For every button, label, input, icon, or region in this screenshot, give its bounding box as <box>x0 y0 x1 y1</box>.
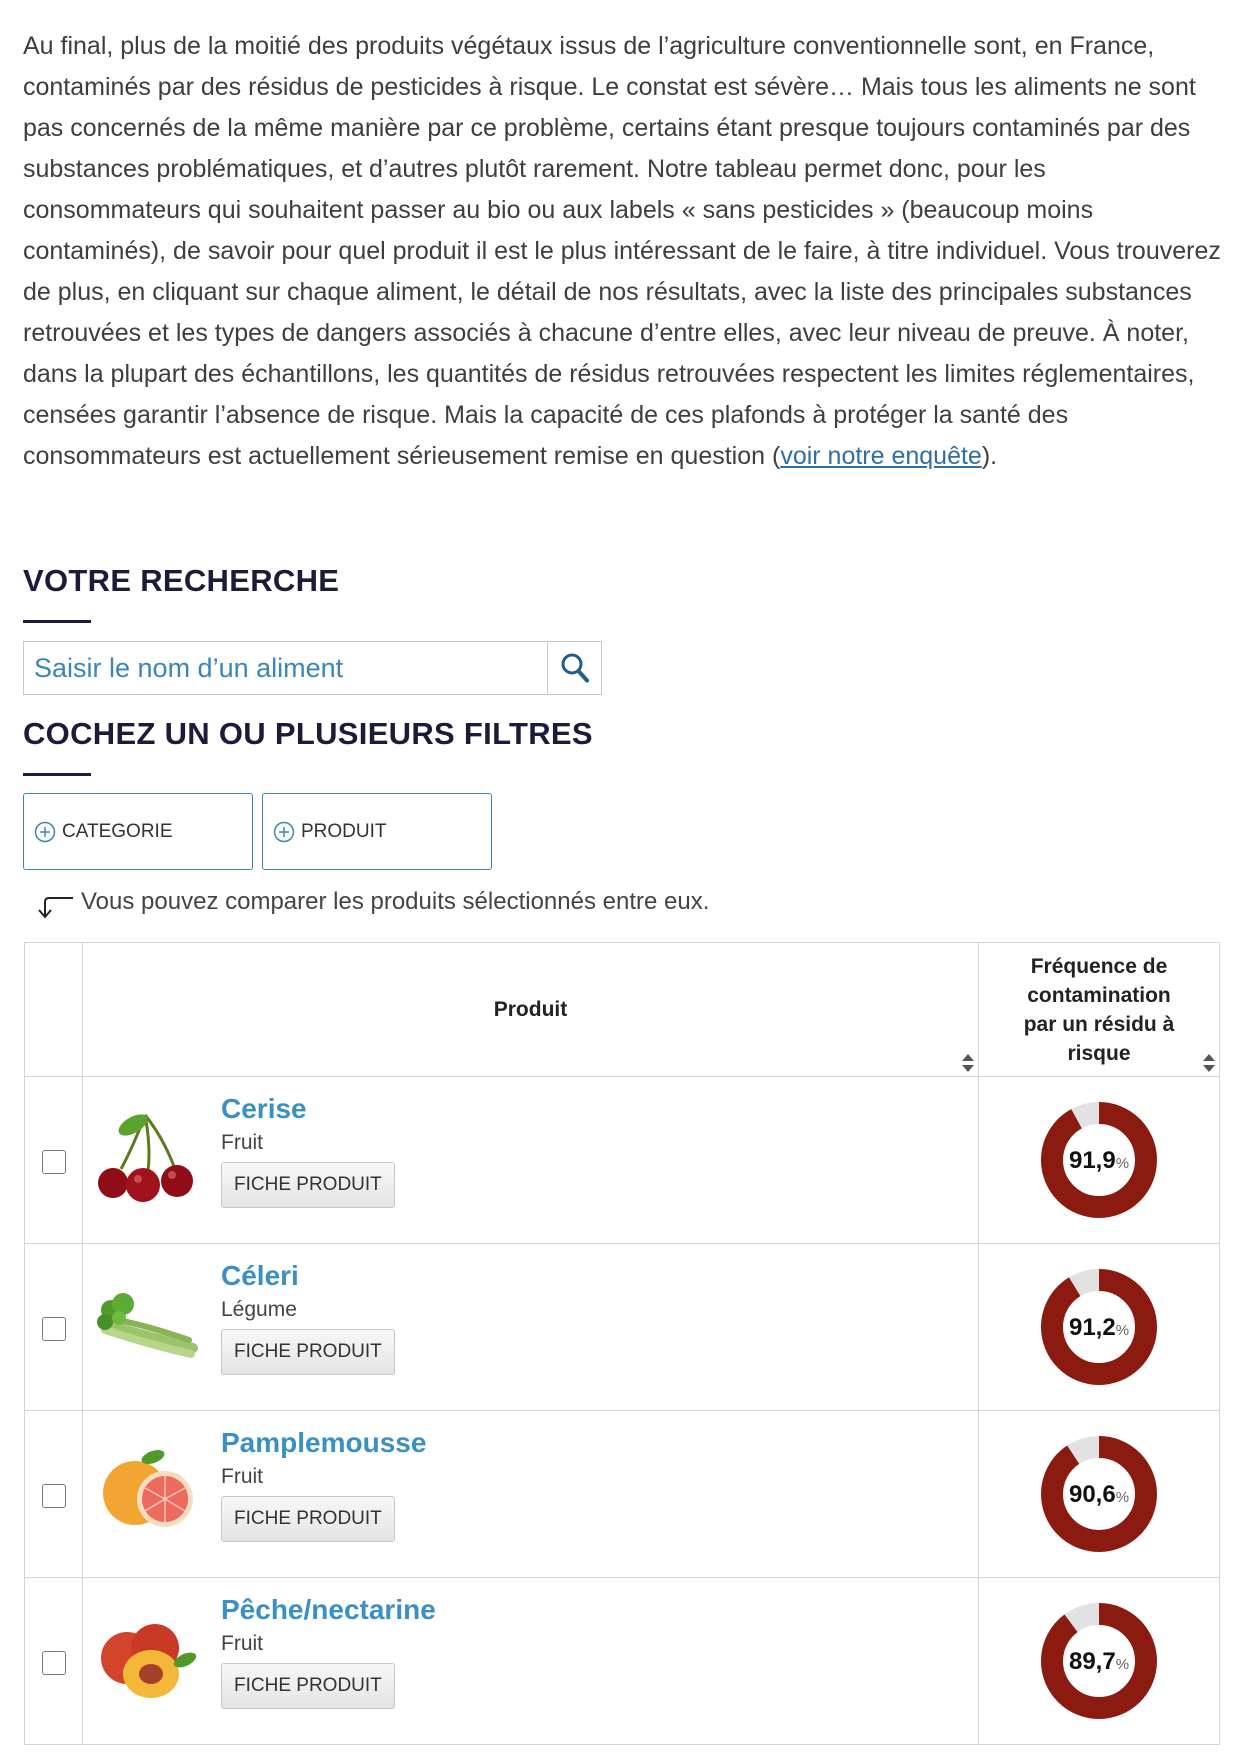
category-filter-button[interactable] <box>23 793 253 870</box>
search-icon <box>560 652 590 684</box>
product-category: Fruit <box>221 1632 263 1655</box>
header-frequency[interactable] <box>979 943 1220 1077</box>
percent-sign: % <box>1115 1322 1130 1339</box>
product-sheet-button[interactable]: FICHE PRODUIT <box>221 1162 395 1208</box>
table-row <box>25 1077 1220 1244</box>
cherry-icon <box>93 1107 203 1207</box>
plus-circle-icon <box>273 821 295 843</box>
frequency-cell <box>979 1077 1220 1244</box>
products-table <box>24 942 1220 1745</box>
checkbox-cell <box>25 1578 83 1745</box>
frequency-value: 90,6 <box>1068 1481 1116 1508</box>
table-row <box>25 1578 1220 1745</box>
product-cell <box>83 1411 979 1578</box>
frequency-donut <box>1034 1095 1164 1225</box>
product-cell <box>83 1578 979 1745</box>
frequency-label <box>1069 1481 1129 1508</box>
sort-icon[interactable] <box>960 1052 976 1074</box>
product-name-link[interactable]: Céleri <box>221 1260 299 1291</box>
search-title-rule <box>23 620 91 623</box>
peach-icon <box>93 1608 203 1708</box>
header-checkbox-column <box>25 943 83 1077</box>
search-button[interactable] <box>547 642 601 694</box>
checkbox-cell <box>25 1244 83 1411</box>
intro-text-end: ). <box>981 442 998 470</box>
product-sheet-button[interactable]: FICHE PRODUIT <box>221 1329 395 1375</box>
select-checkbox[interactable] <box>42 1317 66 1341</box>
percent-sign: % <box>1115 1656 1130 1673</box>
celery-icon <box>93 1274 203 1374</box>
compare-note <box>35 884 709 920</box>
product-name-link[interactable]: Pamplemousse <box>221 1427 427 1458</box>
intro-paragraph <box>23 26 1223 477</box>
product-cell <box>83 1077 979 1244</box>
search-box <box>23 641 602 695</box>
frequency-label <box>1069 1147 1129 1174</box>
product-category: Légume <box>221 1298 297 1321</box>
header-product[interactable] <box>83 943 979 1077</box>
checkbox-cell <box>25 1411 83 1578</box>
header-product-label: Produit <box>493 997 568 1021</box>
frequency-label <box>1069 1314 1129 1341</box>
search-section-title: VOTRE RECHERCHE <box>23 563 340 598</box>
product-filter-label: PRODUIT <box>301 820 387 842</box>
frequency-label <box>1069 1648 1129 1675</box>
frequency-value: 91,2 <box>1068 1314 1116 1341</box>
percent-sign: % <box>1115 1155 1130 1172</box>
frequency-donut <box>1034 1429 1164 1559</box>
sort-icon[interactable] <box>1201 1052 1217 1074</box>
product-sheet-button[interactable]: FICHE PRODUIT <box>221 1663 395 1709</box>
select-checkbox[interactable] <box>42 1150 66 1174</box>
product-name-link[interactable]: Cerise <box>221 1093 307 1124</box>
product-cell <box>83 1244 979 1411</box>
table-row <box>25 1411 1220 1578</box>
frequency-cell <box>979 1578 1220 1745</box>
search-input[interactable] <box>24 642 547 694</box>
product-name-link[interactable]: Pêche/nectarine <box>221 1594 436 1625</box>
plus-circle-icon <box>34 821 56 843</box>
frequency-cell <box>979 1411 1220 1578</box>
compare-note-text: Vous pouvez comparer les produits sélectionnés entre eux. <box>81 888 710 915</box>
frequency-donut <box>1034 1262 1164 1392</box>
product-category: Fruit <box>221 1131 263 1154</box>
frequency-cell <box>979 1244 1220 1411</box>
investigation-link[interactable]: voir notre enquête <box>780 442 982 470</box>
grapefruit-icon <box>93 1441 203 1541</box>
filters-title-rule <box>23 773 91 776</box>
intro-text: Au final, plus de la moitié des produits végétaux issus de l’agriculture conventionnelle sont, en France, contaminés par des résidus de pesticides à risque. Le constat est sévère… Mais tous les aliments ne sont pas concernés de la même manière par ce problème, certains étant presque toujours contaminés par des substances problématiques, et d’autres plutôt rarement. Notre tableau permet donc, pour les consommateurs qui souhaitent passer au bio ou aux labels « sans pesticides » (beaucoup moins contaminés), de savoir pour quel produit il est le plus intéressant de le faire, à titre individuel. Vous trouverez de plus, en cliquant sur chaque aliment, le détail de nos résultats, avec la liste des principales substances retrouvées et les types de dangers associés à chacune d’entre elles, avec leur niveau de preuve. À noter, dans la plupart des échantillons, les quantités de résidus retrouvées respectent les limites réglementaires, censées garantir l’absence de risque. Mais la capacité de ces plafonds à protéger la santé des consommateurs est actuellement sérieusement remise en question ( <box>23 32 1221 470</box>
curved-arrow-icon <box>35 894 75 920</box>
header-frequency-label: Fréquence de contamination par un résidu à risque <box>1023 954 1175 1065</box>
frequency-donut <box>1034 1596 1164 1726</box>
select-checkbox[interactable] <box>42 1484 66 1508</box>
table-header-row <box>25 943 1220 1077</box>
percent-sign: % <box>1115 1489 1130 1506</box>
frequency-value: 89,7 <box>1068 1648 1116 1675</box>
table-row <box>25 1244 1220 1411</box>
filters-section-title: COCHEZ UN OU PLUSIEURS FILTRES <box>23 716 593 751</box>
checkbox-cell <box>25 1077 83 1244</box>
frequency-value: 91,9 <box>1068 1147 1116 1174</box>
select-checkbox[interactable] <box>42 1651 66 1675</box>
product-category: Fruit <box>221 1465 263 1488</box>
product-sheet-button[interactable]: FICHE PRODUIT <box>221 1496 395 1542</box>
category-filter-label: CATEGORIE <box>62 820 173 842</box>
product-filter-button[interactable] <box>262 793 492 870</box>
